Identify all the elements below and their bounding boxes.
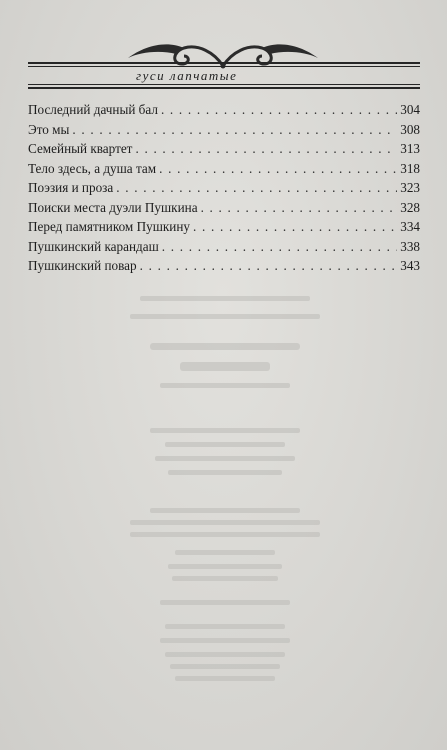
toc-entry-page: 318 (400, 160, 420, 176)
toc-entry-title: Пушкинский карандаш (28, 238, 159, 254)
header-rule-top-thin (28, 66, 420, 67)
toc-entry-page: 328 (400, 199, 420, 215)
table-of-contents (28, 100, 420, 276)
toc-entry-title: Тело здесь, а душа там (28, 160, 157, 176)
toc-entry-page: 343 (400, 258, 420, 273)
toc-entry-page: 338 (400, 238, 420, 254)
toc-entry (28, 159, 420, 179)
toc-entry (28, 217, 420, 237)
toc-leader-dots (162, 237, 397, 257)
toc-leader-dots (161, 100, 397, 120)
toc-entry-title: Это мы (28, 121, 70, 137)
toc-entry-page: 313 (400, 141, 420, 156)
toc-leader-dots (116, 178, 397, 198)
header-rule-bottom (28, 87, 420, 89)
toc-leader-dots (159, 159, 397, 179)
running-title: гуси лапчатые (136, 68, 238, 83)
toc-leader-dots (72, 120, 397, 140)
toc-entry-page: 323 (400, 180, 420, 195)
header-rule-top (28, 62, 420, 64)
toc-entry-title: Пушкинский повар (28, 258, 137, 273)
toc-entry-title: Поиски места дуэли Пушкина (28, 199, 198, 215)
toc-leader-dots (193, 217, 397, 237)
running-header (28, 62, 420, 88)
toc-entry (28, 178, 420, 198)
toc-leader-dots (201, 198, 398, 218)
toc-entry-title: Семейный квартет (28, 141, 133, 156)
toc-leader-dots (140, 256, 398, 276)
toc-entry-page: 308 (400, 121, 420, 137)
toc-entry-title: Последний дачный бал (28, 102, 158, 117)
toc-entry (28, 100, 420, 120)
toc-entry (28, 139, 420, 159)
toc-entry (28, 198, 420, 218)
toc-entry-page: 334 (400, 219, 420, 234)
toc-entry (28, 120, 420, 140)
toc-leader-dots (135, 139, 397, 159)
toc-entry-page: 304 (400, 102, 420, 117)
toc-entry-title: Поэзия и проза (28, 180, 114, 195)
toc-entry-title: Перед памятником Пушкину (28, 219, 190, 234)
toc-entry (28, 256, 420, 276)
header-rule-bottom-thin (28, 84, 420, 85)
toc-entry (28, 237, 420, 257)
